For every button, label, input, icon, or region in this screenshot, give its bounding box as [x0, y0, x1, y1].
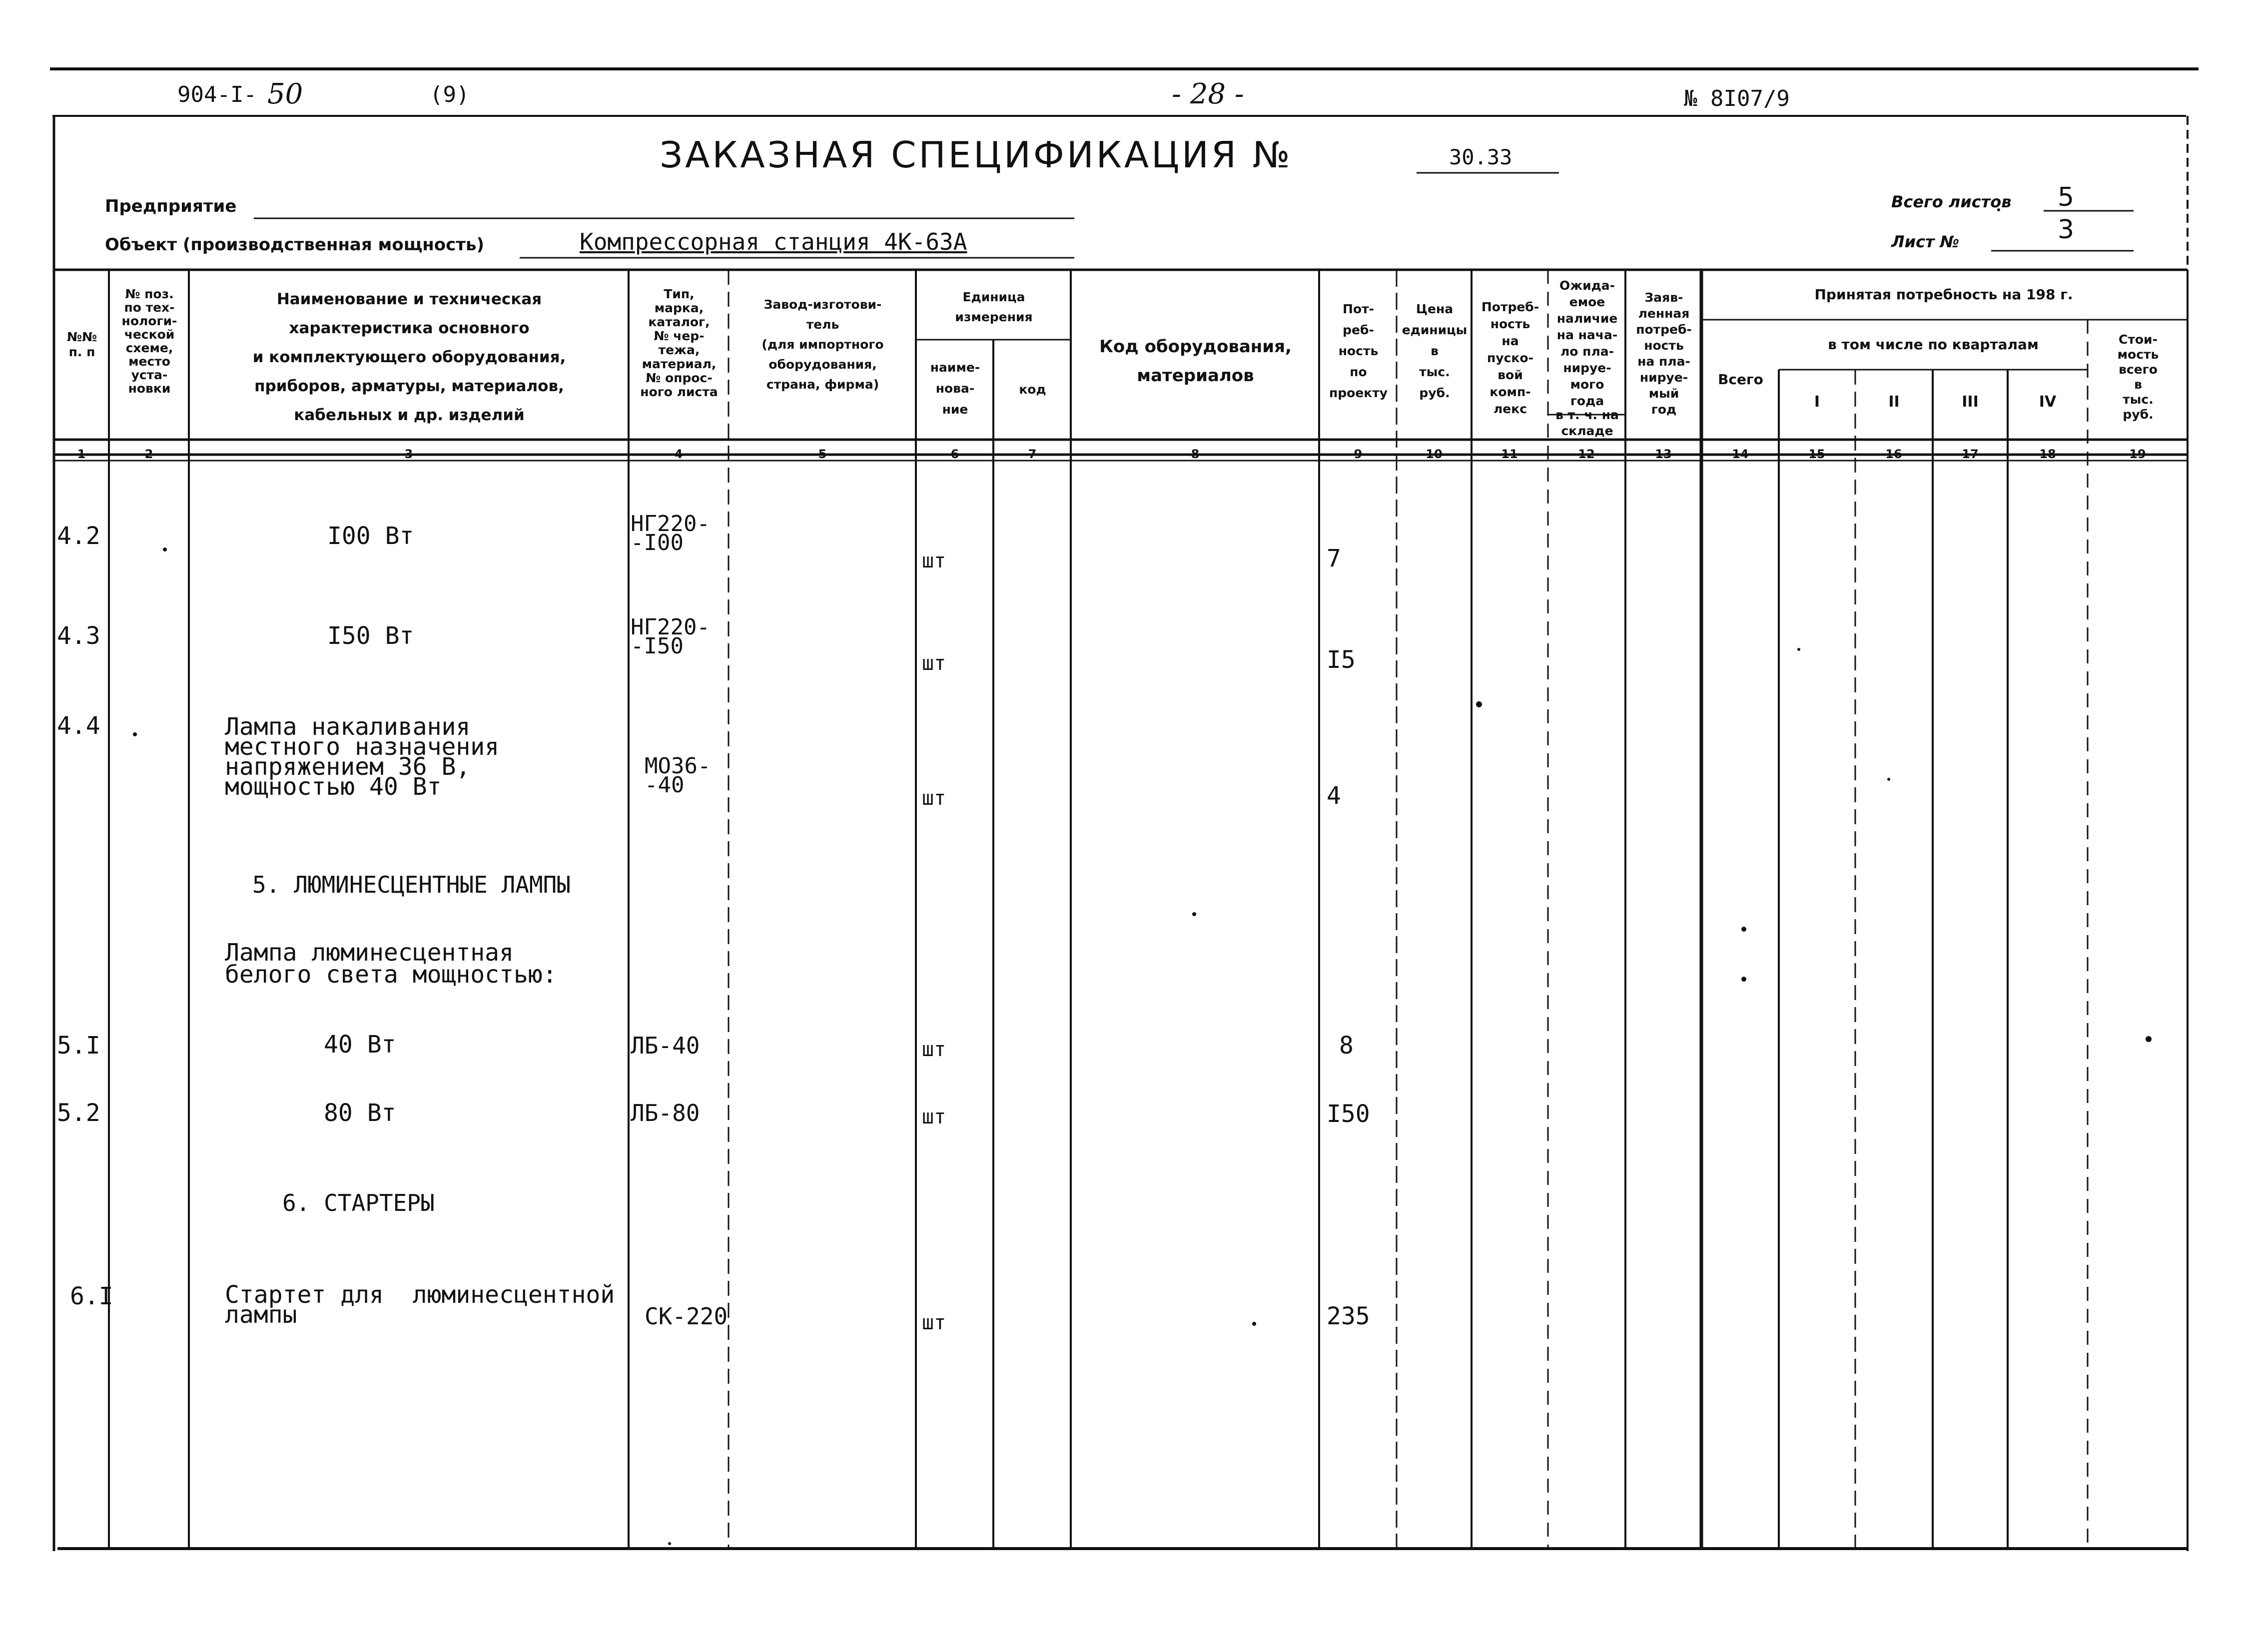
sheet-paren: (9): [430, 82, 470, 107]
item-quantity: I5: [1327, 646, 1356, 674]
item-type: ЛБ-40: [631, 1032, 700, 1059]
col-number: 18: [2039, 447, 2056, 461]
col-number: 11: [1501, 447, 1518, 461]
col-number: 15: [1808, 447, 1825, 461]
item-name: Лампа накаливания местного назначения напряжением 36 В, мощностью 40 Вт: [225, 713, 500, 801]
item-unit: шт: [922, 1038, 946, 1061]
col-number: 17: [1962, 447, 1979, 461]
object-label: Объект (производственная мощность): [105, 235, 485, 255]
item-type: СК-220: [645, 1303, 728, 1330]
col-header-5: Завод-изготови- тель (для импортного оборудования, страна, фирма): [761, 297, 884, 392]
col-number: 16: [1885, 447, 1902, 461]
item-name: 80 Вт: [324, 1099, 396, 1127]
col-number: 6: [950, 447, 959, 461]
row-number: 5.2: [57, 1099, 100, 1127]
row-number: 6.I: [70, 1282, 113, 1310]
spec-number: 30.33: [1449, 145, 1512, 169]
item-quantity: 8: [1339, 1032, 1354, 1060]
row-number: 4.4: [57, 712, 100, 740]
col-number: 8: [1191, 447, 1200, 461]
col-number: 13: [1655, 447, 1672, 461]
designation: 904-I-: [177, 82, 257, 107]
enterprise-label: Предприятие: [105, 196, 237, 216]
col-header-19: Стои- мость всего в тыс. руб.: [2117, 332, 2159, 422]
col-header-14: Всего: [1718, 371, 1763, 388]
item-name: I50 Вт: [327, 622, 414, 650]
item-quantity: 4: [1327, 782, 1341, 810]
col-header-13: Заяв- ленная потреб- ность на пла- нируе- мый год: [1636, 290, 1692, 417]
col-header-9: Пот- реб- ность по проекту: [1329, 302, 1388, 400]
col-header-q3: III: [1962, 393, 1979, 411]
col-header-q4: IV: [2039, 393, 2057, 411]
col-number: 5: [818, 447, 827, 461]
col-number: 10: [1426, 447, 1443, 461]
item-unit: шт: [922, 1105, 946, 1128]
col-number: 3: [404, 447, 413, 461]
col-number: 12: [1578, 447, 1595, 461]
col-header-unit: Единица измерения: [955, 290, 1033, 324]
col-number: 14: [1732, 447, 1749, 461]
col-number: 2: [144, 447, 153, 461]
item-unit: шт: [922, 550, 946, 572]
col-number: 9: [1354, 447, 1363, 461]
col-number: 1: [77, 447, 86, 461]
item-quantity: 7: [1327, 545, 1341, 572]
item-name: Стартет для люминесцентной лампы: [225, 1281, 615, 1329]
item-quantity: 235: [1327, 1302, 1370, 1330]
item-quantity: I50: [1327, 1100, 1370, 1128]
sheets-total-label: Всего листов: [1891, 192, 2012, 211]
col-header-12: Ожида- емое наличие на нача- ло пла- нируе- мого года: [1556, 278, 1618, 408]
section-heading: 6. СТАРТЕРЫ: [282, 1189, 435, 1216]
sheet-no-value: 3: [2058, 215, 2075, 245]
row-number: 5.I: [57, 1032, 100, 1060]
row-number: 4.3: [57, 622, 100, 650]
col-header-6: наиме- нова- ние: [930, 360, 980, 417]
section-description: Лампа люминесцентная белого света мощностью:: [225, 939, 557, 989]
item-type: ЛБ-80: [631, 1100, 700, 1126]
col-header-q2: II: [1888, 393, 1900, 411]
col-header-7: код: [1019, 382, 1046, 397]
col-number: 19: [2129, 447, 2146, 461]
section-heading: 5. ЛЮМИНЕСЦЕНТНЫЕ ЛАМПЫ: [252, 871, 571, 898]
item-name: 40 Вт: [324, 1031, 396, 1059]
page-number: - 28 -: [1172, 78, 1244, 110]
col-header-q1: I: [1814, 393, 1820, 411]
designation-handwritten: 50: [267, 78, 303, 110]
item-unit: шт: [922, 652, 946, 675]
col-header-11: Потреб- ность на пуско- вой комп- лекс: [1481, 300, 1539, 416]
item-type: НГ220- -I50: [631, 614, 710, 659]
col-header-2: № поз. по тех- нологи- ческой схеме, место уста- новки: [121, 287, 177, 396]
spec-title: ЗАКАЗНАЯ СПЕЦИФИКАЦИЯ №: [660, 134, 1293, 176]
item-type: МО36- -40: [645, 753, 711, 798]
col-header-accepted: Принятая потребность на 198 г.: [1814, 286, 2073, 303]
item-type: НГ220- -I00: [631, 511, 710, 555]
row-number: 4.2: [57, 522, 100, 550]
sheets-total-value: 5: [2058, 182, 2075, 212]
object-value: Компрессорная станция 4К-63А: [580, 228, 967, 255]
col-header-4: Тип, марка, каталог, № чер- тежа, материал, № опрос- ного листа: [640, 287, 718, 399]
col-header-quarters: в том числе по кварталам: [1828, 336, 2039, 353]
item-name: I00 Вт: [327, 522, 414, 550]
col-header-3: Наименование и техническая характеристика основного и комплектующего оборудования, приборов, арматуры, материалов, кабельных и др. изделий: [252, 290, 566, 424]
item-unit: шт: [922, 787, 946, 810]
col-number: 7: [1028, 447, 1037, 461]
col-header-12b: в т. ч. на складе: [1555, 408, 1619, 438]
sheet-no-label: Лист №: [1891, 232, 1960, 251]
col-header-10: Цена единицы в тыс. руб.: [1402, 302, 1468, 400]
col-number: 4: [674, 447, 683, 461]
archive-number: № 8I07/9: [1684, 86, 1790, 111]
item-unit: шт: [922, 1311, 946, 1334]
col-header-1: №№ п. п: [66, 330, 97, 359]
col-header-8: Код оборудования, материалов: [1099, 337, 1292, 386]
